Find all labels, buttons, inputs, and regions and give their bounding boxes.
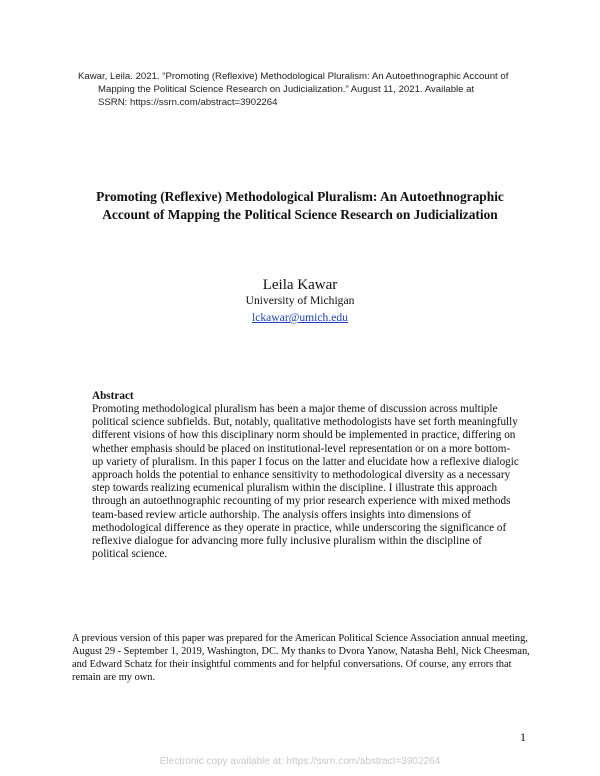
footnote: A previous version of this paper was prepared for the American Political Science Association annual meeting, August 29 - September 1, 2019, Washington, DC. My thanks to Dvora Yanow, Natasha Behl, Nick Cheesman, and Edward Schatz for their insightful comments and for helpful conversations. Of course, any errors that remain are my own.: [72, 633, 530, 683]
citation-block: [78, 70, 530, 109]
paper-title: [60, 188, 540, 224]
ssrn-watermark: Electronic copy available at: https://ssrn.com/abstract=3902264: [159, 756, 441, 767]
abstract-body: Promoting methodological pluralism has been a major theme of discussion across multiple political science subfields. But, notably, qualitative methodologists have set forth meaningfully different visions of how this disciplinary norm should be implemented in practice, differing on whether emphasis should be placed on institutional-level representation or on a more bottom-up variety of pluralism. In this paper I focus on the latter and elucidate how a reflexive dialogic approach holds the potential to enhance sensitivity to methodological diversity as a necessary step towards realizing ecumenical pluralism within the discipline. I illustrate this approach through an autoethnographic recounting of my prior research experience with mixed methods team-based review article authorship. The analysis offers insights into dimensions of methodological difference as they operate in practice, while underscoring the significance of reflexive dialogue for advancing more fully inclusive pluralism within the discipline of political science.: [92, 403, 519, 561]
author-block: [150, 276, 450, 326]
author-email-link[interactable]: lckawar@umich.edu: [252, 311, 348, 324]
author-affiliation: University of Michigan: [245, 294, 355, 307]
author-name: Leila Kawar: [262, 277, 338, 293]
title-line-1: Promoting (Reflexive) Methodological Pluralism: An Autoethnographic: [96, 189, 504, 204]
title-line-2: Account of Mapping the Political Science Research on Judicialization: [102, 207, 498, 222]
citation-line-2: Mapping the Political Science Research on Judicialization.” August 11, 2021. Available at: [98, 84, 475, 95]
citation-line-1: Kawar, Leila. 2021. “Promoting (Reflexive) Methodological Pluralism: An Autoethnographic Account of: [78, 71, 509, 82]
page-number: 1: [520, 730, 526, 744]
abstract-heading: Abstract: [92, 390, 134, 402]
citation-line-3: SSRN: https://ssrn.com/abstract=3902264: [98, 97, 278, 108]
